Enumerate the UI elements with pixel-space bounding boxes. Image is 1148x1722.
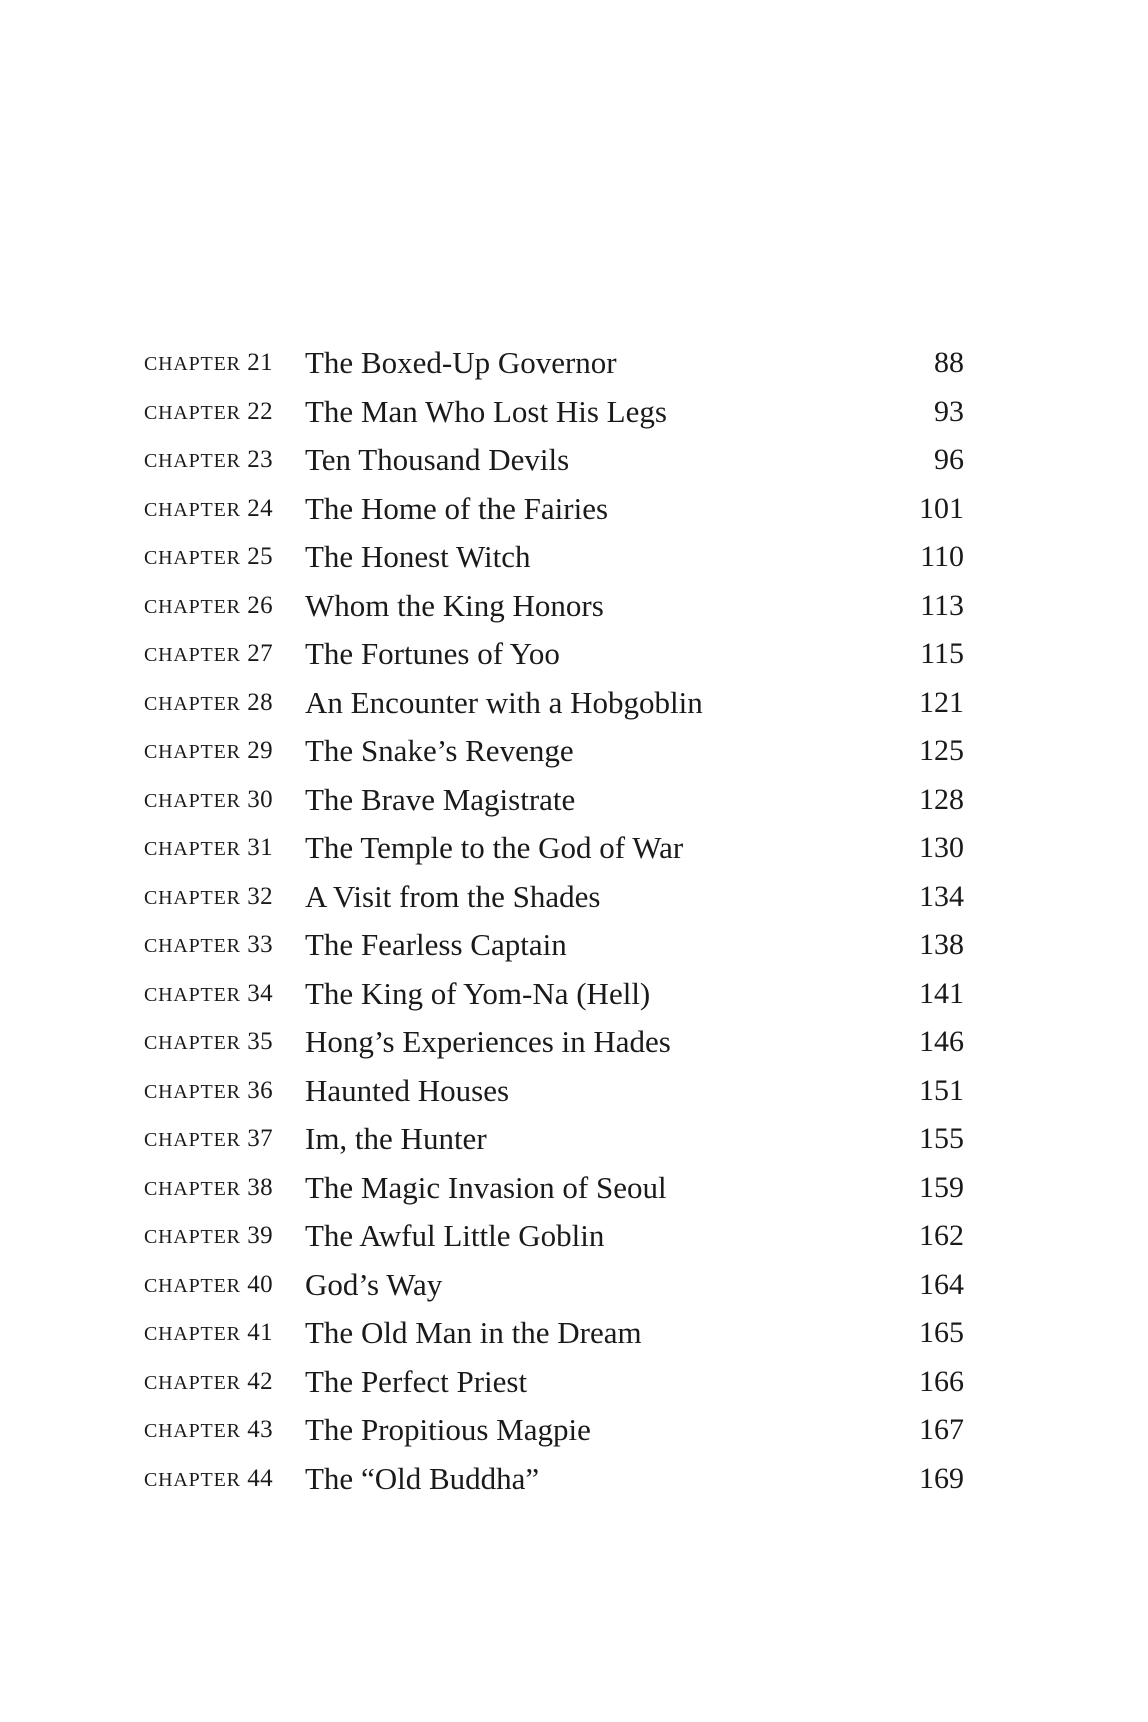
chapter-label xyxy=(144,786,273,814)
chapter-number: 34 xyxy=(247,979,273,1007)
chapter-label xyxy=(144,1271,273,1299)
toc-entry[interactable] xyxy=(0,683,1148,732)
toc-entry[interactable] xyxy=(0,537,1148,586)
chapter-number: 22 xyxy=(247,397,273,425)
toc-entry[interactable] xyxy=(0,925,1148,974)
toc-entry[interactable] xyxy=(0,1362,1148,1411)
page-number: 110 xyxy=(920,540,964,573)
page-number: 166 xyxy=(919,1364,964,1398)
page-number: 138 xyxy=(919,928,964,961)
chapter-prefix: CHAPTER xyxy=(144,1129,241,1151)
chapter-label xyxy=(144,1368,273,1396)
chapter-number: 32 xyxy=(247,882,273,910)
chapter-prefix: CHAPTER xyxy=(144,498,241,521)
chapter-number: 35 xyxy=(247,1028,273,1055)
toc-entry[interactable] xyxy=(0,634,1148,683)
page-number: 134 xyxy=(919,879,964,913)
chapter-prefix: CHAPTER xyxy=(144,789,241,812)
chapter-title: The Boxed-Up Governor xyxy=(305,345,617,380)
chapter-title: The Temple to the God of War xyxy=(305,830,684,865)
page-number: 167 xyxy=(919,1413,964,1446)
chapter-label xyxy=(144,398,273,426)
toc-entry[interactable] xyxy=(0,1216,1148,1265)
chapter-number: 42 xyxy=(247,1367,273,1395)
chapter-label xyxy=(144,640,273,668)
chapter-label xyxy=(144,1028,273,1056)
chapter-title: The Fearless Captain xyxy=(305,927,567,962)
chapter-prefix: CHAPTER xyxy=(144,1420,241,1442)
page-number: 130 xyxy=(919,831,964,864)
chapter-number: 37 xyxy=(247,1125,273,1152)
chapter-number: 23 xyxy=(247,446,273,473)
chapter-prefix: CHAPTER xyxy=(144,1468,241,1491)
page-number: 125 xyxy=(919,734,964,767)
page-number: 164 xyxy=(919,1267,964,1301)
chapter-title: The Propitious Magpie xyxy=(305,1412,591,1447)
page-number: 101 xyxy=(919,491,964,525)
chapter-title: The Perfect Priest xyxy=(305,1363,528,1399)
chapter-prefix: CHAPTER xyxy=(144,353,241,375)
toc-entry[interactable] xyxy=(0,586,1148,635)
toc-entry[interactable] xyxy=(0,1119,1148,1168)
chapter-label xyxy=(144,737,273,765)
page-number: 165 xyxy=(919,1316,964,1349)
chapter-number: 39 xyxy=(247,1222,273,1249)
chapter-title: Im, the Hunter xyxy=(305,1121,487,1156)
chapter-label xyxy=(144,931,273,959)
chapter-number: 33 xyxy=(247,931,273,958)
page-number: 169 xyxy=(919,1461,964,1495)
chapter-number: 30 xyxy=(247,785,273,813)
chapter-label xyxy=(144,1416,273,1444)
chapter-title: The Old Man in the Dream xyxy=(305,1315,642,1350)
chapter-prefix: CHAPTER xyxy=(144,1032,241,1054)
page-number: 128 xyxy=(919,782,964,816)
chapter-prefix: CHAPTER xyxy=(144,595,241,618)
chapter-number: 36 xyxy=(247,1076,273,1104)
toc-entry[interactable] xyxy=(0,1265,1148,1314)
chapter-number: 26 xyxy=(247,591,273,619)
chapter-title: The Brave Magistrate xyxy=(305,781,576,817)
chapter-number: 25 xyxy=(247,543,273,570)
chapter-title: The Magic Invasion of Seoul xyxy=(305,1169,667,1205)
chapter-prefix: CHAPTER xyxy=(144,983,241,1006)
toc-entry[interactable] xyxy=(0,877,1148,926)
chapter-title: Ten Thousand Devils xyxy=(305,442,570,477)
chapter-number: 24 xyxy=(247,494,273,522)
toc-entry[interactable] xyxy=(0,731,1148,780)
chapter-number: 27 xyxy=(247,640,273,667)
toc-entry[interactable] xyxy=(0,343,1148,392)
chapter-title: The Home of the Fairies xyxy=(305,490,609,526)
page-number: 159 xyxy=(919,1170,964,1204)
toc-entry[interactable] xyxy=(0,392,1148,441)
chapter-title: God’s Way xyxy=(305,1266,443,1302)
chapter-prefix: CHAPTER xyxy=(144,401,241,424)
toc-entry[interactable] xyxy=(0,1313,1148,1362)
chapter-prefix: CHAPTER xyxy=(144,886,241,909)
page-number: 88 xyxy=(934,346,964,379)
toc-entry[interactable] xyxy=(0,1022,1148,1071)
chapter-number: 31 xyxy=(247,834,273,861)
page-number: 155 xyxy=(919,1122,964,1155)
toc-entry[interactable] xyxy=(0,489,1148,538)
page-number: 96 xyxy=(934,443,964,476)
page-number: 162 xyxy=(919,1219,964,1252)
chapter-title: Hong’s Experiences in Hades xyxy=(305,1024,671,1059)
chapter-number: 28 xyxy=(247,688,273,716)
toc-entry[interactable] xyxy=(0,780,1148,829)
chapter-prefix: CHAPTER xyxy=(144,1080,241,1103)
page-number: 93 xyxy=(934,394,964,428)
page-number: 151 xyxy=(919,1073,964,1107)
chapter-title: The Awful Little Goblin xyxy=(305,1218,605,1253)
chapter-number: 41 xyxy=(247,1319,273,1346)
toc-entry[interactable] xyxy=(0,1071,1148,1120)
page-number: 121 xyxy=(919,685,964,719)
page-number: 141 xyxy=(919,976,964,1010)
chapter-prefix: CHAPTER xyxy=(144,741,241,763)
chapter-label xyxy=(144,1465,273,1493)
chapter-label xyxy=(144,1319,273,1347)
chapter-prefix: CHAPTER xyxy=(144,838,241,860)
chapter-label xyxy=(144,1077,273,1105)
chapter-prefix: CHAPTER xyxy=(144,935,241,957)
toc-entry[interactable] xyxy=(0,1459,1148,1508)
chapter-prefix: CHAPTER xyxy=(144,1177,241,1200)
page-number: 113 xyxy=(920,588,964,622)
chapter-title: The “Old Buddha” xyxy=(305,1460,540,1496)
chapter-number: 40 xyxy=(247,1270,273,1298)
chapter-number: 29 xyxy=(247,737,273,764)
chapter-number: 38 xyxy=(247,1173,273,1201)
chapter-label xyxy=(144,689,273,717)
page-number: 146 xyxy=(919,1025,964,1058)
toc-entry[interactable] xyxy=(0,440,1148,489)
chapter-label xyxy=(144,1174,273,1202)
chapter-number: 44 xyxy=(247,1464,273,1492)
page-number: 115 xyxy=(920,637,964,670)
chapter-label xyxy=(144,1222,273,1250)
chapter-prefix: CHAPTER xyxy=(144,1274,241,1297)
chapter-prefix: CHAPTER xyxy=(144,1226,241,1248)
chapter-label xyxy=(144,592,273,620)
chapter-label xyxy=(144,543,273,571)
toc-entry[interactable] xyxy=(0,1410,1148,1459)
chapter-prefix: CHAPTER xyxy=(144,450,241,472)
chapter-title: The Snake’s Revenge xyxy=(305,733,574,768)
chapter-label xyxy=(144,980,273,1008)
chapter-title: The King of Yom-Na (Hell) xyxy=(305,975,651,1011)
toc-entry[interactable] xyxy=(0,974,1148,1023)
chapter-prefix: CHAPTER xyxy=(144,547,241,569)
chapter-label xyxy=(144,1125,273,1153)
chapter-title: The Fortunes of Yoo xyxy=(305,636,560,671)
chapter-number: 43 xyxy=(247,1416,273,1443)
toc-entry[interactable] xyxy=(0,828,1148,877)
chapter-number: 21 xyxy=(247,349,273,376)
chapter-title: An Encounter with a Hobgoblin xyxy=(305,684,703,720)
chapter-title: The Man Who Lost His Legs xyxy=(305,393,667,429)
chapter-title: Whom the King Honors xyxy=(305,587,604,623)
chapter-label xyxy=(144,883,273,911)
chapter-prefix: CHAPTER xyxy=(144,644,241,666)
chapter-title: The Honest Witch xyxy=(305,539,531,574)
chapter-prefix: CHAPTER xyxy=(144,692,241,715)
chapter-prefix: CHAPTER xyxy=(144,1371,241,1394)
toc-entry[interactable] xyxy=(0,1168,1148,1217)
chapter-label xyxy=(144,446,273,474)
chapter-label xyxy=(144,349,273,377)
table-of-contents xyxy=(0,343,1148,1507)
chapter-label xyxy=(144,495,273,523)
chapter-label xyxy=(144,834,273,862)
chapter-prefix: CHAPTER xyxy=(144,1323,241,1345)
chapter-title: Haunted Houses xyxy=(305,1072,510,1108)
chapter-title: A Visit from the Shades xyxy=(305,878,601,914)
